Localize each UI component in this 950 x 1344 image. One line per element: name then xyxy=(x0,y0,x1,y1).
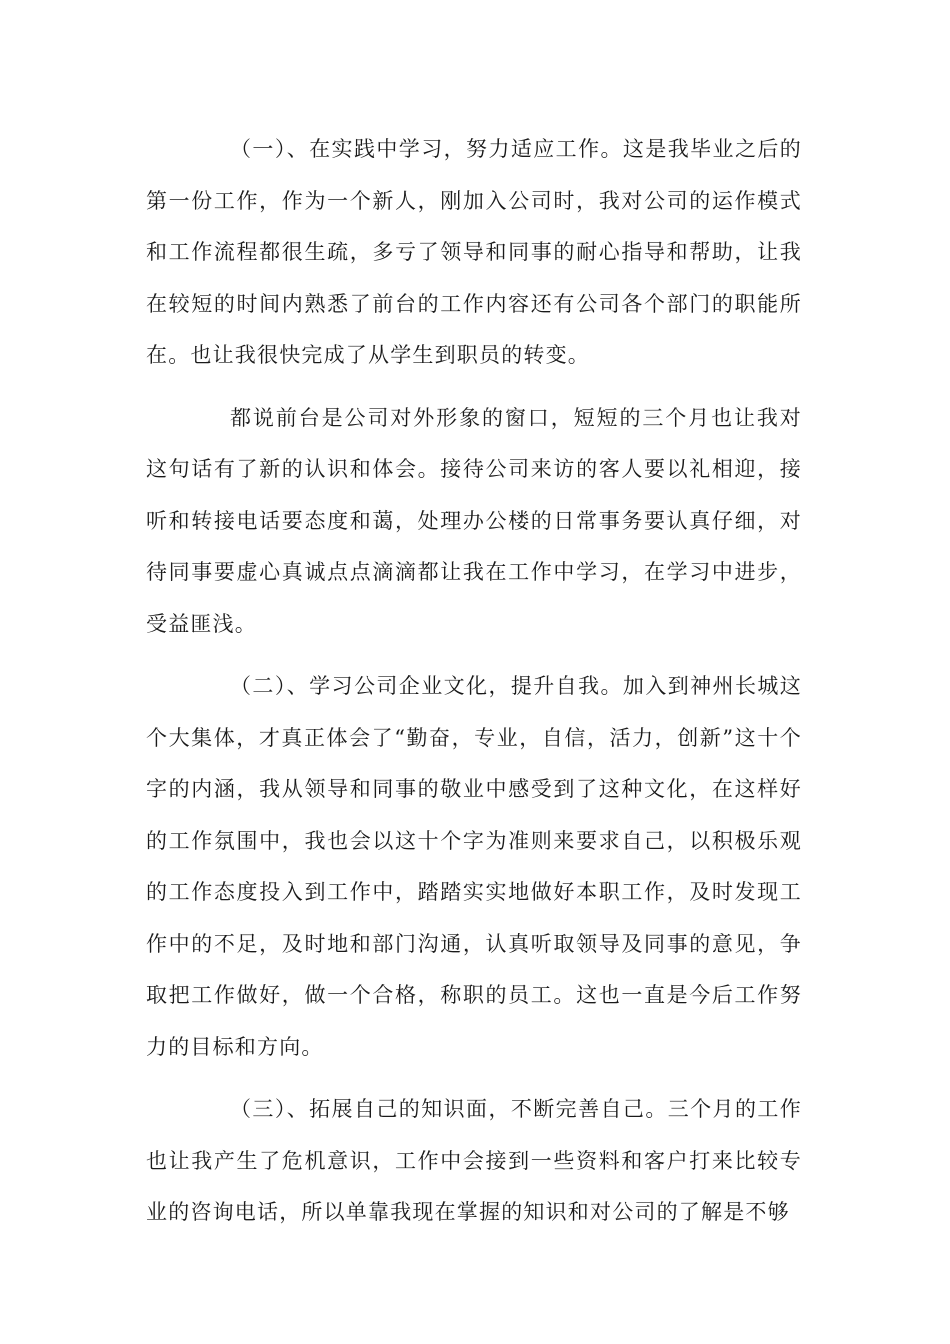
paragraph-3: （二）、学习公司企业文化，提升自我。加入到神州长城这个大集体，才真正体会了“勤奋，专业，自信，活力，创新”这十个字的内涵，我从领导和同事的敬业中感受到了这种文化，在这样好的工作氛围中，我也会以这十个字为准则来要求自己，以积极乐观的工作态度投入到工作中，踏踏实实地做好本职工作，及时发现工作中的不足，及时地和部门沟通，认真听取领导及同事的意见，争取把工作做好，做一个合格，称职的员工。这也一直是今后工作努力的目标和方向。 xyxy=(146,674,802,1059)
paragraph-4: （三）、拓展自己的知识面，不断完善自己。三个月的工作也让我产生了危机意识，工作中会接到一些资料和客户打来比较专业的咨询电话，所以单靠我现在掌握的知识和对公司的了解是不够 xyxy=(146,1097,802,1224)
document-body xyxy=(146,124,802,1250)
paragraph-1: （一）、在实践中学习，努力适应工作。这是我毕业之后的第一份工作，作为一个新人，刚加入公司时，我对公司的运作模式和工作流程都很生疏，多亏了领导和同事的耐心指导和帮助，让我在较短的时间内熟悉了前台的工作内容还有公司各个部门的职能所在。也让我很快完成了从学生到职员的转变。 xyxy=(146,137,802,367)
paragraph-2: 都说前台是公司对外形象的窗口，短短的三个月也让我对这句话有了新的认识和体会。接待公司来访的客人要以礼相迎，接听和转接电话要态度和蔼，处理办公楼的日常事务要认真仔细，对待同事要虚心真诚点点滴滴都让我在工作中学习，在学习中进步，受益匪浅。 xyxy=(146,405,802,636)
